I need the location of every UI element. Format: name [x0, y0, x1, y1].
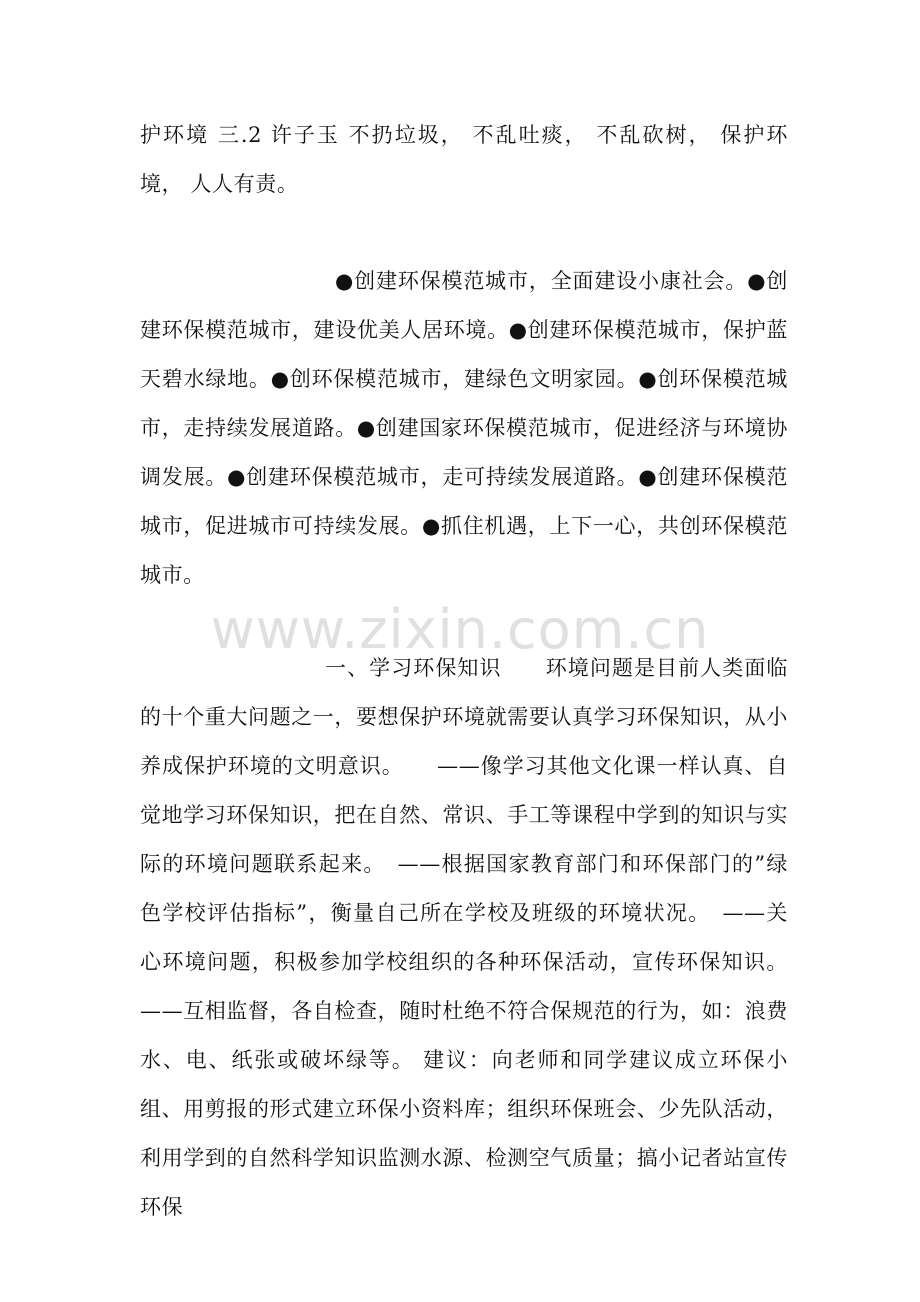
- paragraph-intro: 护环境 三.2 许子玉 不扔垃圾， 不乱吐痰， 不乱砍树， 保护环境， 人人有责。: [140, 123, 788, 196]
- paragraph-slogans: ●创建环保模范城市，全面建设小康社会。●创建环保模范城市，建设优美人居环境。●创建环保模范城市，保护蓝天碧水绿地。●创环保模范城市，建绿色文明家园。●创环保模范城市，走持续发展道路。●创建国家环保模范城市，促进经济与环境协调发展。●创建环保模范城市，走可持续发展道路。●创建环保模范城市，促进城市可持续发展。●抓住机遇，上下一心，共创环保模范城市。: [140, 269, 788, 587]
- watermark: www.zixin.com.cn: [210, 598, 710, 661]
- paragraph-learning: 一、学习环保知识 环境问题是目前人类面临的十个重大问题之一，要想保护环境就需要认真学习环保知识，从小养成保护环境的文明意识。 ——像学习其他文化课一样认真、自觉地学习环保知识，把在自然、常识、手工等课程中学到的知识与实际的环境问题联系起来。 ——根据国家教育部门和环保部门的”绿色学校评估指标”，衡量自己所在学校及班级的环境状况。 ——关心环境问题，积极参加学校组织的各种环保活动，宣传环保知识。——互相监督，各自检查，随时杜绝不符合保规范的行为，如：浪费水、电、纸张或破坏绿等。 建议：向老师和同学建议成立环保小组、用剪报的形式建立环保小资料库；组织环保班会、少先队活动，利用学到的自然科学知识监测水源、检测空气质量；搞小记者站宣传环保: [140, 656, 788, 1219]
